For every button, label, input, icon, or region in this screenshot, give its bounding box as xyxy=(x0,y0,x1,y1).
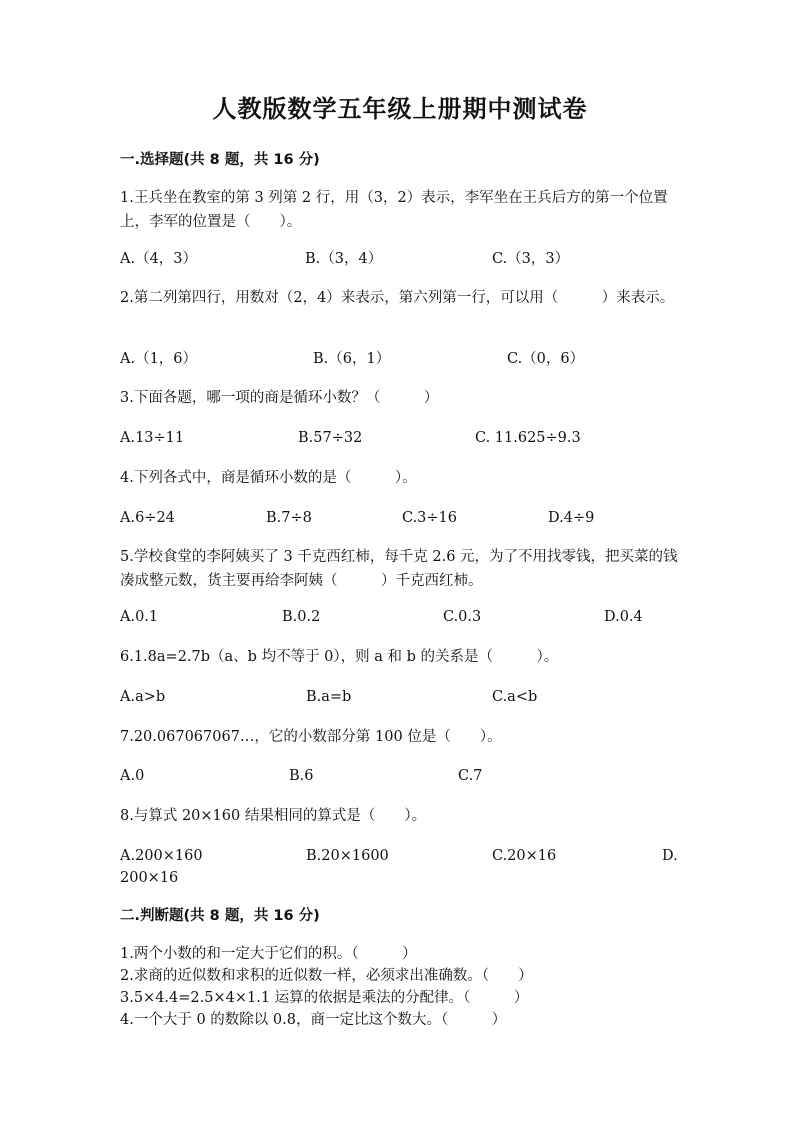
option-c: C.a<b xyxy=(492,689,538,705)
judgment-item: 3.5×4.4=2.5×4×1.1 运算的依据是乘法的分配律。（ ） xyxy=(120,990,529,1006)
option-c: C.7 xyxy=(458,768,483,784)
option-d: D. xyxy=(662,848,678,864)
section-heading-choice: 一.选择题(共 8 题，共 16 分) xyxy=(120,152,320,168)
option-a: A.0 xyxy=(120,768,145,784)
page-title: 人教版数学五年级上册期中测试卷 xyxy=(212,95,588,123)
question-text: 4.下列各式中，商是循环小数的是（ ）。 xyxy=(120,470,417,486)
question-text: 2.第二列第四行，用数对（2，4）来表示，第六列第一行，可以用（ ）来表示。 xyxy=(120,290,675,306)
question-text: 5.学校食堂的李阿姨买了 3 千克西红柿，每千克 2.6 元，为了不用找零钱，把买菜的钱凑成整元数，货主要再给李阿姨（ ）千克西红柿。 xyxy=(120,549,678,589)
option-d: D.0.4 xyxy=(604,609,643,625)
option-b: B.0.2 xyxy=(282,609,321,625)
option-a: A.（4，3） xyxy=(120,251,198,267)
option-a: A.13÷11 xyxy=(120,430,185,446)
option-b: B.（3，4） xyxy=(305,251,383,267)
option-c: C.3÷16 xyxy=(402,510,458,526)
option-a: A.200×160 xyxy=(120,848,203,864)
question-text: 7.20.067067067…，它的小数部分第 100 位是（ ）。 xyxy=(120,729,502,745)
question-text: 6.1.8a=2.7b（a、b 均不等于 0），则 a 和 b 的关系是（ ）。 xyxy=(120,649,559,665)
option-b: B.6 xyxy=(289,768,314,784)
option-b: B.57÷32 xyxy=(298,430,363,446)
judgment-item: 1.两个小数的和一定大于它们的积。（ ） xyxy=(120,946,417,962)
option-c: C.0.3 xyxy=(443,609,482,625)
option-c: C. 11.625÷9.3 xyxy=(475,430,581,446)
option-d: D.4÷9 xyxy=(548,510,595,526)
judgment-item: 2.求商的近似数和求积的近似数一样，必须求出准确数。（ ） xyxy=(120,968,533,984)
option-b: B.20×1600 xyxy=(306,848,389,864)
question-text: 8.与算式 20×160 结果相同的算式是（ ）。 xyxy=(120,808,427,824)
option-b: B.a=b xyxy=(306,689,352,705)
option-c: C.（0，6） xyxy=(507,351,585,367)
option-c: C.20×16 xyxy=(492,848,557,864)
option-a: A.6÷24 xyxy=(120,510,175,526)
section-heading-judgment: 二.判断题(共 8 题，共 16 分) xyxy=(120,908,320,924)
question-text: 1.王兵坐在教室的第 3 列第 2 行，用（3，2）表示，李军坐在王兵后方的第一个位置上，李军的位置是（ ）。 xyxy=(120,190,668,230)
option-a: A.a>b xyxy=(120,689,166,705)
option-c: C.（3，3） xyxy=(492,251,570,267)
option-b: B.7÷8 xyxy=(266,510,312,526)
question-text: 3.下面各题，哪一项的商是循环小数？（ ） xyxy=(120,390,439,406)
option-a: A.（1，6） xyxy=(120,351,198,367)
option-a: A.0.1 xyxy=(120,609,159,625)
judgment-item: 4.一个大于 0 的数除以 0.8，商一定比这个数大。（ ） xyxy=(120,1012,507,1028)
option-b: B.（6，1） xyxy=(313,351,391,367)
option-d-continued: 200×16 xyxy=(120,870,179,886)
